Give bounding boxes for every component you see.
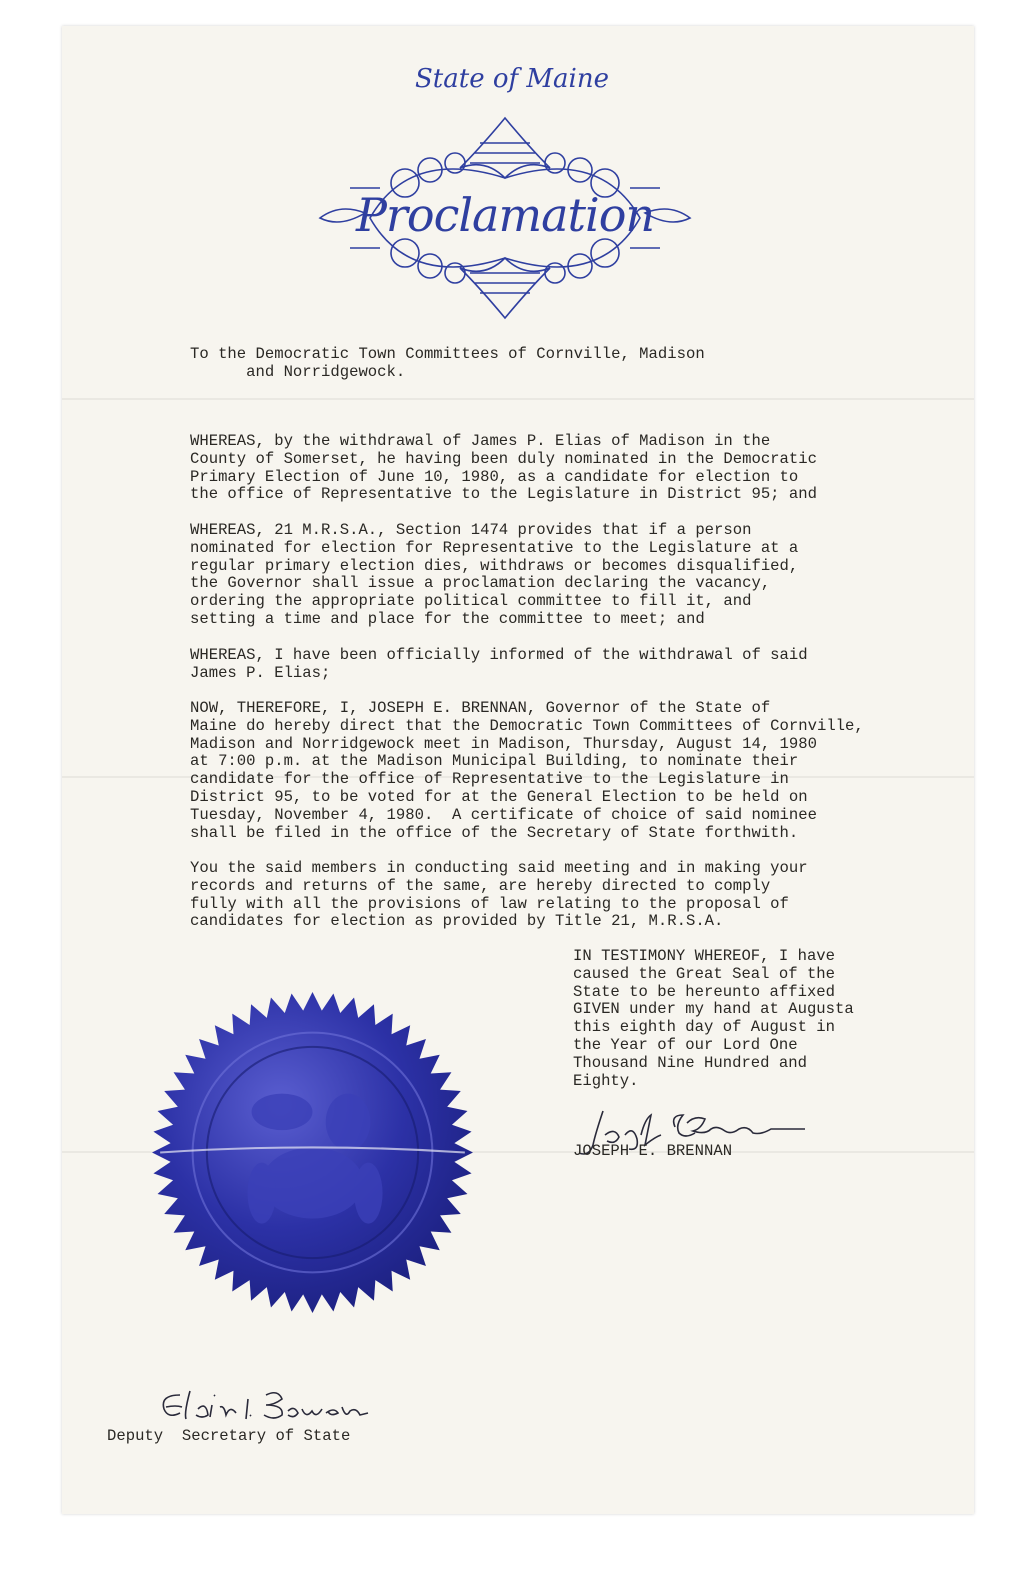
directive-paragraph: You the said members in conducting said meeting and in making your records and returns of the same, are hereby directed to comply fully with all the provisions of law relating to the proposal of candidates for election as provided by Title 21, M.R.S.A. [190, 859, 808, 931]
whereas-paragraph-2: WHEREAS, 21 M.R.S.A., Section 1474 provides that if a person nominated for election for Representative to the Legislature at a regular primary election dies, withdraws or becomes disqualified, the Governor shall issue a proclamation declaring the vacancy, ordering the appropriate political committee to fill it, and setting a time and place for the committee to meet; and [190, 521, 799, 628]
testimony-block: IN TESTIMONY WHEREOF, I have caused the Great Seal of the State to be hereunto affixed GIVEN under my hand at Augusta this eighth day of August in the Year of our Lord One Thousand Nine Hundred and Eighty. [573, 947, 854, 1090]
fold-line [62, 398, 974, 400]
great-seal [150, 990, 475, 1315]
state-heading: State of Maine [415, 64, 609, 94]
governor-printed-name: JOSEPH E. BRENNAN [573, 1142, 733, 1160]
whereas-paragraph-3: WHEREAS, I have been officially informed of the withdrawal of said James P. Elias; [190, 646, 808, 682]
now-therefore-paragraph: NOW, THEREFORE, I, JOSEPH E. BRENNAN, Governor of the State of Maine do hereby direct that the Democratic Town Committees of Cornville, Madison and Norridgewock meet in Madison, Thursday, August 14, 1980 at 7:00 p.m. at the Madison Municipal Building, to nominate their candidate for the office of Representative to the Legislature in District 95, to be voted for at the General Election to be held on Tuesday, November 4, 1980. A certificate of choice of said nominee shall be filed in the office of the Secretary of State forthwith. [190, 699, 864, 842]
deputy-title: Deputy Secretary of State [107, 1427, 351, 1445]
addressee-block: To the Democratic Town Committees of Cornville, Madison and Norridgewock. [190, 345, 705, 381]
proclamation-title: Proclamation [355, 188, 655, 242]
whereas-paragraph-1: WHEREAS, by the withdrawal of James P. Elias of Madison in the County of Somerset, he having been duly nominated in the Democratic Primary Election of June 10, 1980, as a candidate for election to the office of Representative to the Legislature in District 95; and [190, 432, 817, 504]
